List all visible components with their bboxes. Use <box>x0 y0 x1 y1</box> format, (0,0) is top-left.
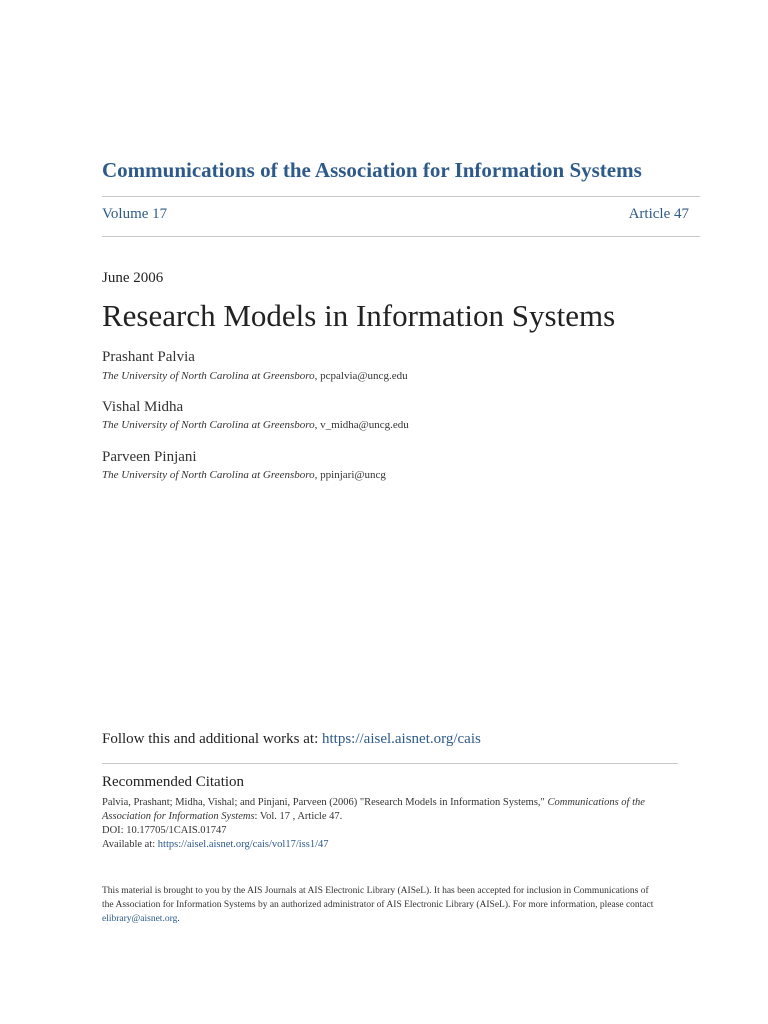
author-email: , ppinjari@uncg <box>314 469 386 481</box>
follow-link[interactable]: https://aisel.aisnet.org/cais <box>321 731 481 747</box>
follow-text: Follow this and additional works at: <box>102 731 322 747</box>
publication-date: June 2006 <box>102 270 164 286</box>
author-affiliation <box>102 419 409 431</box>
recommended-citation-heading: Recommended Citation <box>102 774 245 790</box>
footer-end: . <box>177 914 180 924</box>
article-link[interactable]: Article 47 <box>628 206 689 222</box>
author-name: Parveen Pinjani <box>102 449 197 465</box>
journal-title: Communications of the Association for Information Systems <box>102 158 642 182</box>
affiliation-name: The University of North Carolina at Greensboro <box>102 419 315 431</box>
citation-divider <box>102 763 678 764</box>
available-link[interactable]: https://aisel.aisnet.org/cais/vol17/iss1/47 <box>157 839 329 850</box>
author-name: Vishal Midha <box>102 399 184 415</box>
issue-row <box>102 206 689 223</box>
author-name: Prashant Palvia <box>102 349 195 365</box>
available-label: Available at: <box>102 839 158 850</box>
citation-text: Palvia, Prashant; Midha, Vishal; and Pinjani, Parveen (2006) "Research Models in Information Systems," <box>102 797 548 808</box>
author-email: , pcpalvia@uncg.edu <box>314 370 408 382</box>
author-affiliation <box>102 469 386 481</box>
header-divider-bottom <box>102 236 700 237</box>
citation-doi: DOI: 10.17705/1CAIS.01747 <box>102 825 227 836</box>
recommended-citation-body <box>102 796 662 852</box>
follow-line <box>102 731 481 748</box>
footer-note <box>102 884 662 926</box>
affiliation-name: The University of North Carolina at Greensboro <box>102 370 315 382</box>
citation-journal: Communications of the Association for Information Systems <box>102 797 645 822</box>
citation-volume: : Vol. 17 , Article 47. <box>254 811 343 822</box>
paper-title: Research Models in Information Systems <box>102 298 616 333</box>
volume-link[interactable]: Volume 17 <box>102 206 168 222</box>
affiliation-name: The University of North Carolina at Greensboro <box>102 469 315 481</box>
author-affiliation <box>102 370 408 382</box>
footer-text: This material is brought to you by the AIS Journals at AIS Electronic Library (AISeL). It has been accepted for inclusion in Communications of the Association for Information Systems by an authorized administrator of AIS Electronic Library (AISeL). For more information, please contact <box>102 886 654 910</box>
header-divider-top <box>102 196 700 197</box>
contact-email-link[interactable]: elibrary@aisnet.org <box>102 914 178 924</box>
author-email: , v_midha@uncg.edu <box>314 419 409 431</box>
